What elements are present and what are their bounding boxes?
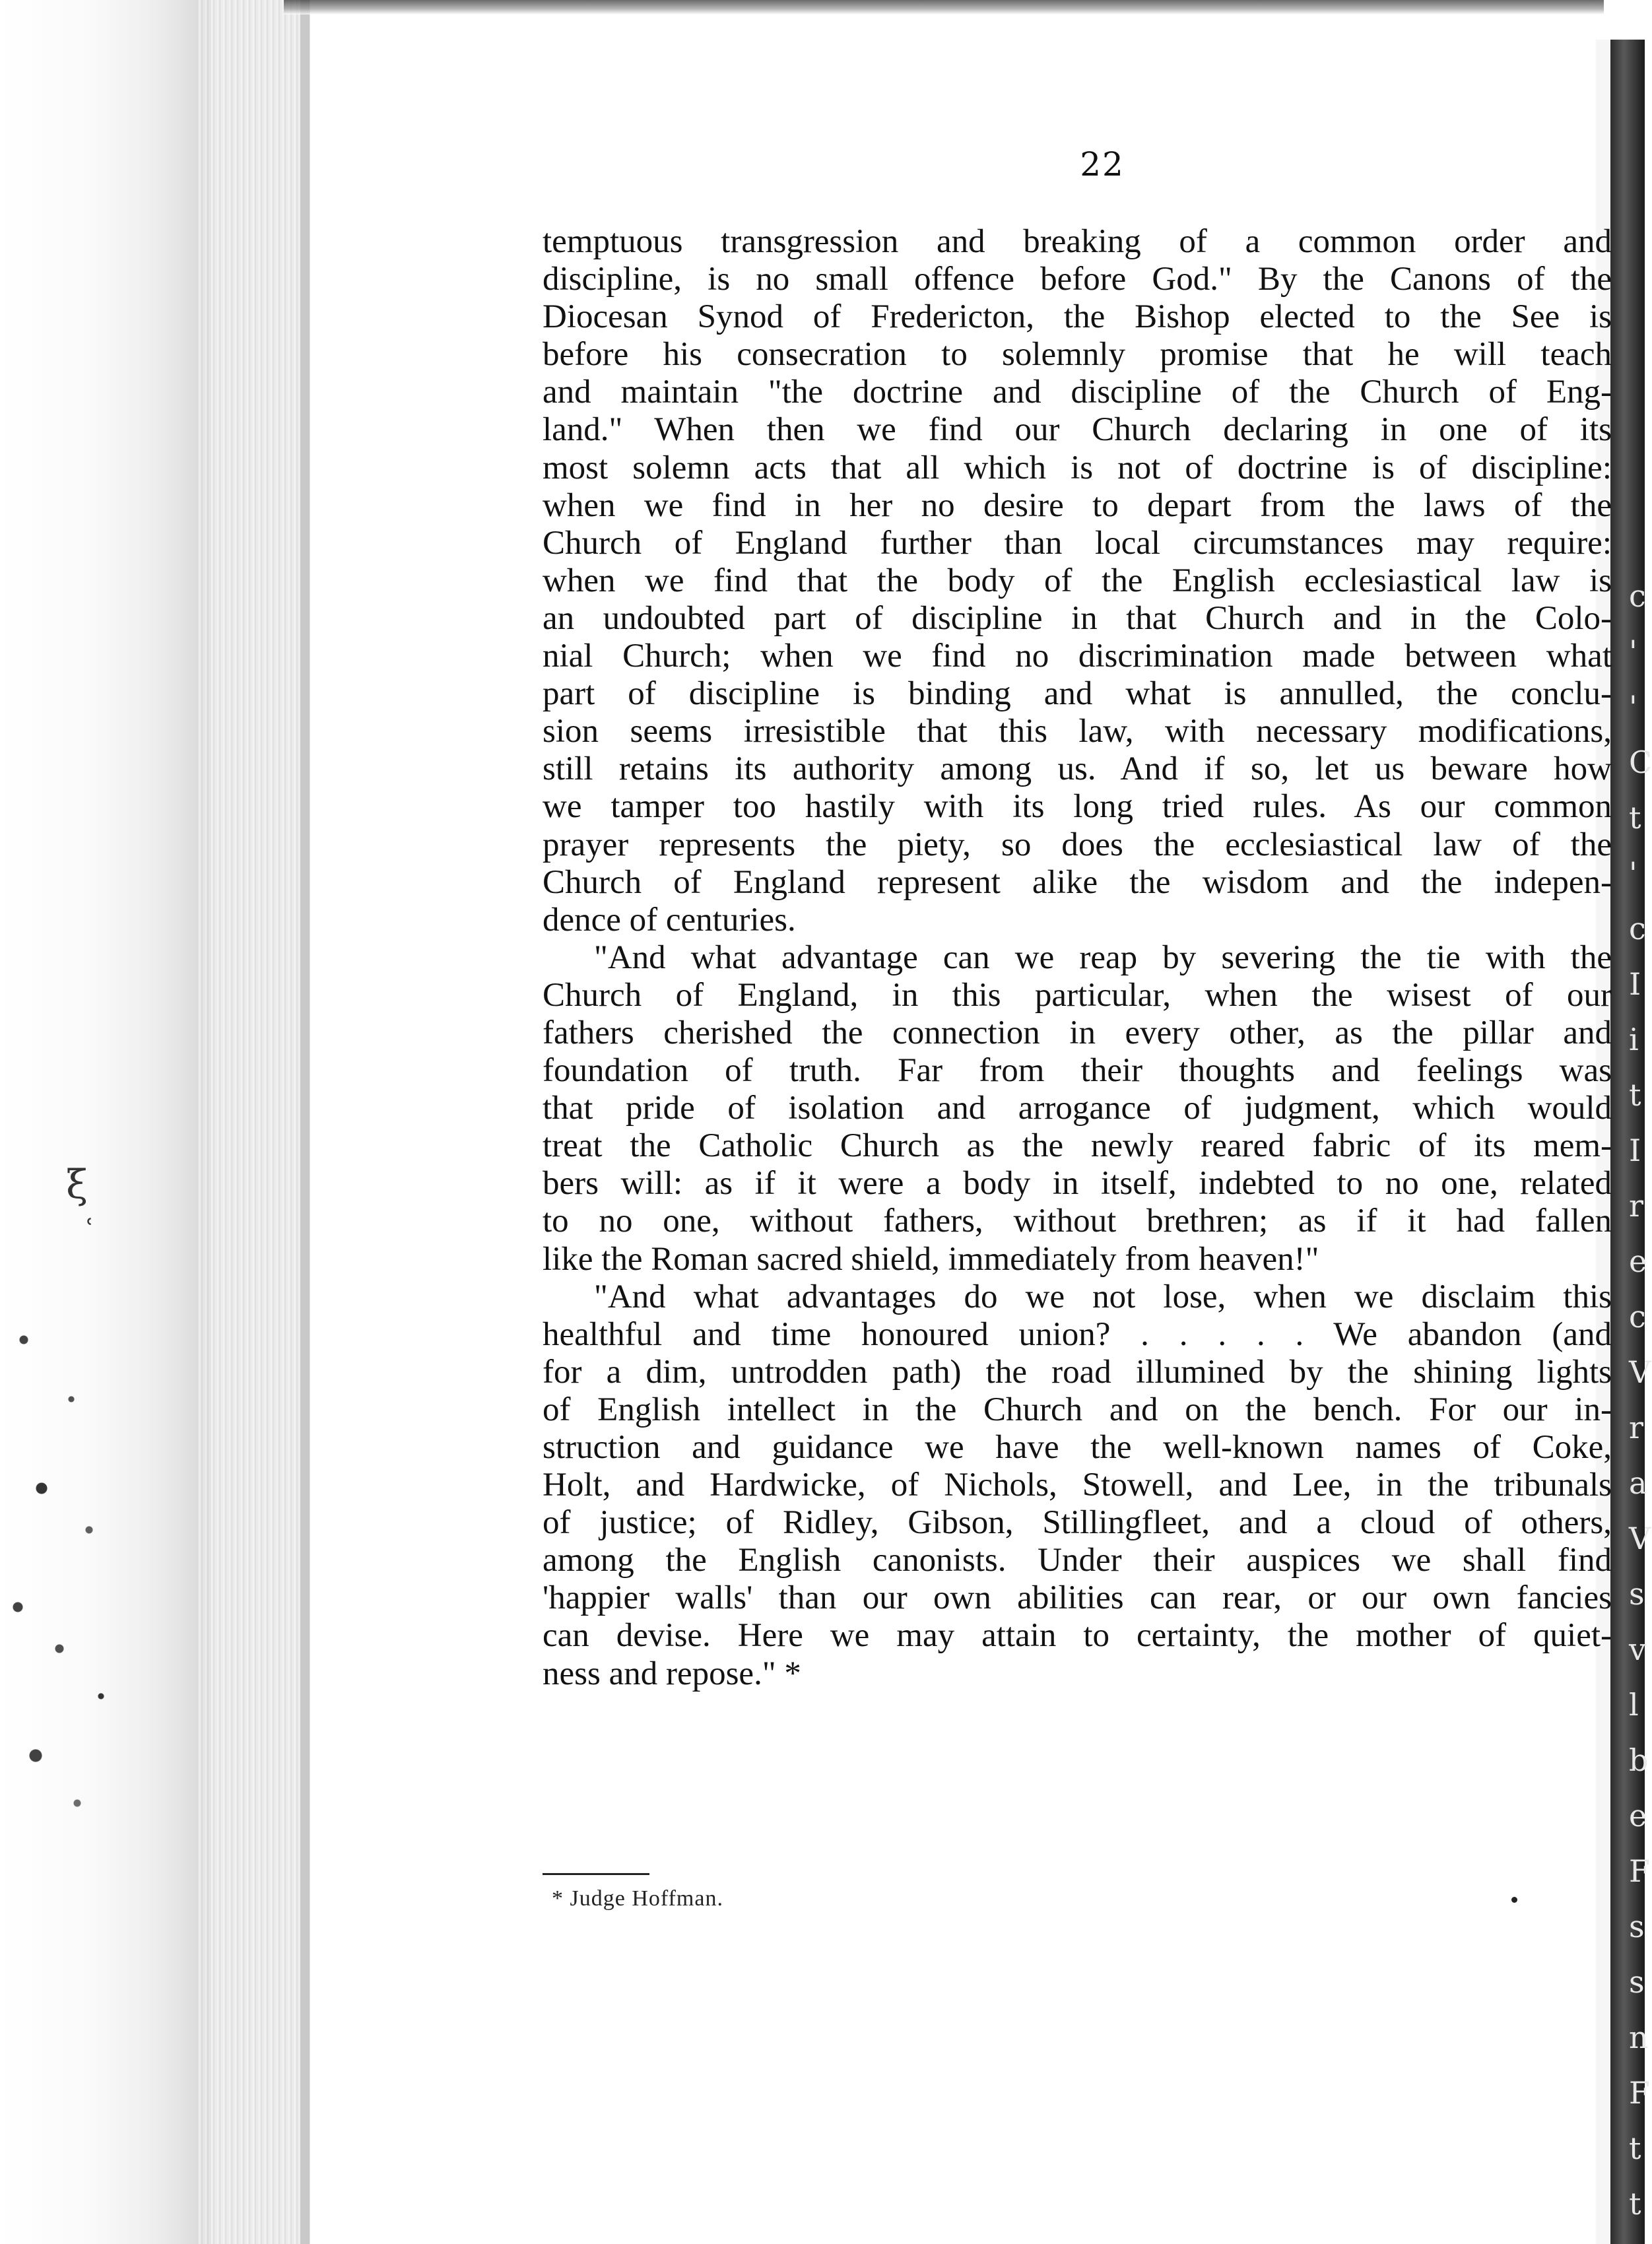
margin-mark-1: ξ [66, 1162, 88, 1208]
facing-page-fragment: t [1629, 1077, 1641, 1113]
page-edges-stack [198, 0, 310, 2244]
text-line: fathers cherished the connection in every other, as the pillar and [543, 1014, 1612, 1051]
facing-page-fragment: r [1629, 1188, 1643, 1224]
text-line: of English intellect in the Church and on the bench. For our in- [543, 1391, 1612, 1428]
text-line: for a dim, untrodden path) the road illumined by the shining lights [543, 1353, 1612, 1391]
text-line: most solemn acts that all which is not of doctrine is of discipline: [543, 449, 1612, 486]
text-line: to no one, without fathers, without brethren; as if it had fallen [543, 1203, 1612, 1240]
facing-page-fragment: e [1629, 1243, 1647, 1279]
margin-mark-2: ʿ [86, 1214, 94, 1245]
text-line: Holt, and Hardwicke, of Nichols, Stowell, and Lee, in the tribunals [543, 1467, 1612, 1504]
facing-page-fragment: F [1629, 1853, 1650, 1889]
facing-page-fragment: s [1629, 1576, 1645, 1612]
text-line: of justice; of Ridley, Gibson, Stillingfleet, and a cloud of others, [543, 1504, 1612, 1542]
text-line: Diocesan Synod of Fredericton, the Bishop elected to the See is [543, 298, 1612, 336]
stray-ink-dot [1511, 1897, 1517, 1903]
text-line: healthful and time honoured union? . . . . . We abandon (and [543, 1315, 1612, 1353]
facing-page-fragment: s [1629, 1909, 1645, 1944]
facing-page-fragment: c [1629, 1299, 1646, 1335]
body-text [543, 223, 1612, 1693]
text-line: discipline, is no small offence before God." By the Canons of the [543, 261, 1612, 298]
facing-page-fragment: F [1629, 2075, 1650, 2111]
facing-page-fragment: s [1629, 1964, 1645, 2000]
text-line: and maintain "the doctrine and discipline of the Church of Eng- [543, 374, 1612, 411]
facing-page-fragments [1629, 0, 1652, 2244]
facing-page-fragment: C [1629, 744, 1652, 780]
text-line: when we find in her no desire to depart from the laws of the [543, 486, 1612, 524]
facing-page-fragment: ' [1629, 689, 1637, 725]
text-line: bers will: as if it were a body in itself, indebted to no one, related [543, 1165, 1612, 1203]
text-line: land." When then we find our Church declaring in one of its [543, 411, 1612, 449]
facing-page-fragment: V [1629, 1521, 1651, 1556]
text-line: nial Church; when we find no discrimination made between what [543, 638, 1612, 675]
facing-page-fragment: t [1629, 800, 1641, 836]
facing-page-fragment: a [1629, 1465, 1647, 1501]
text-line: dence of centuries. [543, 901, 796, 939]
page-number: 22 [1080, 145, 1125, 183]
text-line: before his consecration to solemnly promise that he will teach [543, 336, 1612, 374]
text-line: prayer represents the piety, so does the ecclesiastical law of the [543, 826, 1612, 863]
facing-page-fragment: b [1629, 1742, 1649, 1778]
text-line: Church of England, in this particular, when the wisest of our [543, 976, 1612, 1014]
page-stack-border [300, 0, 310, 2244]
text-line: Church of England represent alike the wisdom and the indepen- [543, 863, 1612, 901]
text-line: "And what advantages do we not lose, when we disclaim this [594, 1278, 1612, 1315]
footnote: * Judge Hoffman. [552, 1886, 723, 1911]
text-line: "And what advantage can we reap by severing the tie with the [594, 939, 1612, 976]
facing-page-fragment: ' [1629, 634, 1637, 669]
text-line: Church of England further than local circumstances may require: [543, 524, 1612, 562]
text-line: among the English canonists. Under their auspices we shall find [543, 1542, 1612, 1579]
facing-page-fragment: t [1629, 2186, 1641, 2222]
facing-page-fragment: c [1629, 578, 1646, 614]
footnote-rule [543, 1873, 649, 1875]
facing-page-fragment: n [1629, 2020, 1649, 2055]
facing-page-fragment: I [1629, 1133, 1641, 1168]
text-line: we tamper too hastily with its long tried rules. As our common [543, 788, 1612, 826]
text-line: like the Roman sacred shield, immediately from heaven!" [543, 1240, 1319, 1278]
facing-page-fragment: t [1629, 2130, 1641, 2166]
text-line: treat the Catholic Church as the newly reared fabric of its mem- [543, 1127, 1612, 1165]
left-margin-speckle [0, 1280, 119, 1874]
text-line: part of discipline is binding and what is annulled, the conclu- [543, 675, 1612, 713]
facing-page-fragment: i [1629, 1022, 1639, 1057]
left-gutter-shadow [0, 0, 211, 2244]
facing-page-fragment: r [1629, 1410, 1643, 1445]
text-line: temptuous transgression and breaking of a common order and [543, 223, 1612, 260]
text-line: struction and guidance we have the well-known names of Coke, [543, 1429, 1612, 1466]
facing-page-fragment: I [1629, 966, 1641, 1002]
facing-page-fragment: l [1629, 1687, 1639, 1723]
text-line: can devise. Here we may attain to certainty, the mother of quiet- [543, 1617, 1612, 1655]
facing-page-fragment: c [1629, 911, 1646, 946]
text-line: that pride of isolation and arrogance of judgment, which would [543, 1090, 1612, 1127]
text-line: when we find that the body of the English ecclesiastical law is [543, 562, 1612, 599]
text-line: foundation of truth. Far from their thoughts and feelings was [543, 1052, 1612, 1090]
facing-page-fragment: v [1629, 1632, 1646, 1667]
text-line: an undoubted part of discipline in that Church and in the Colo- [543, 599, 1612, 637]
text-line: still retains its authority among us. And if so, let us beware how [543, 750, 1612, 788]
facing-page-fragment: ' [1629, 855, 1637, 891]
top-binding-edge [284, 0, 1604, 15]
text-line: sion seems irresistible that this law, with necessary modifications, [543, 713, 1612, 750]
text-line: ness and repose." * [543, 1655, 801, 1692]
facing-page-fragment: e [1629, 1798, 1647, 1833]
facing-page-fragment: V [1629, 1354, 1651, 1390]
text-line: 'happier walls' than our own abilities can rear, or our own fancies [543, 1579, 1612, 1617]
